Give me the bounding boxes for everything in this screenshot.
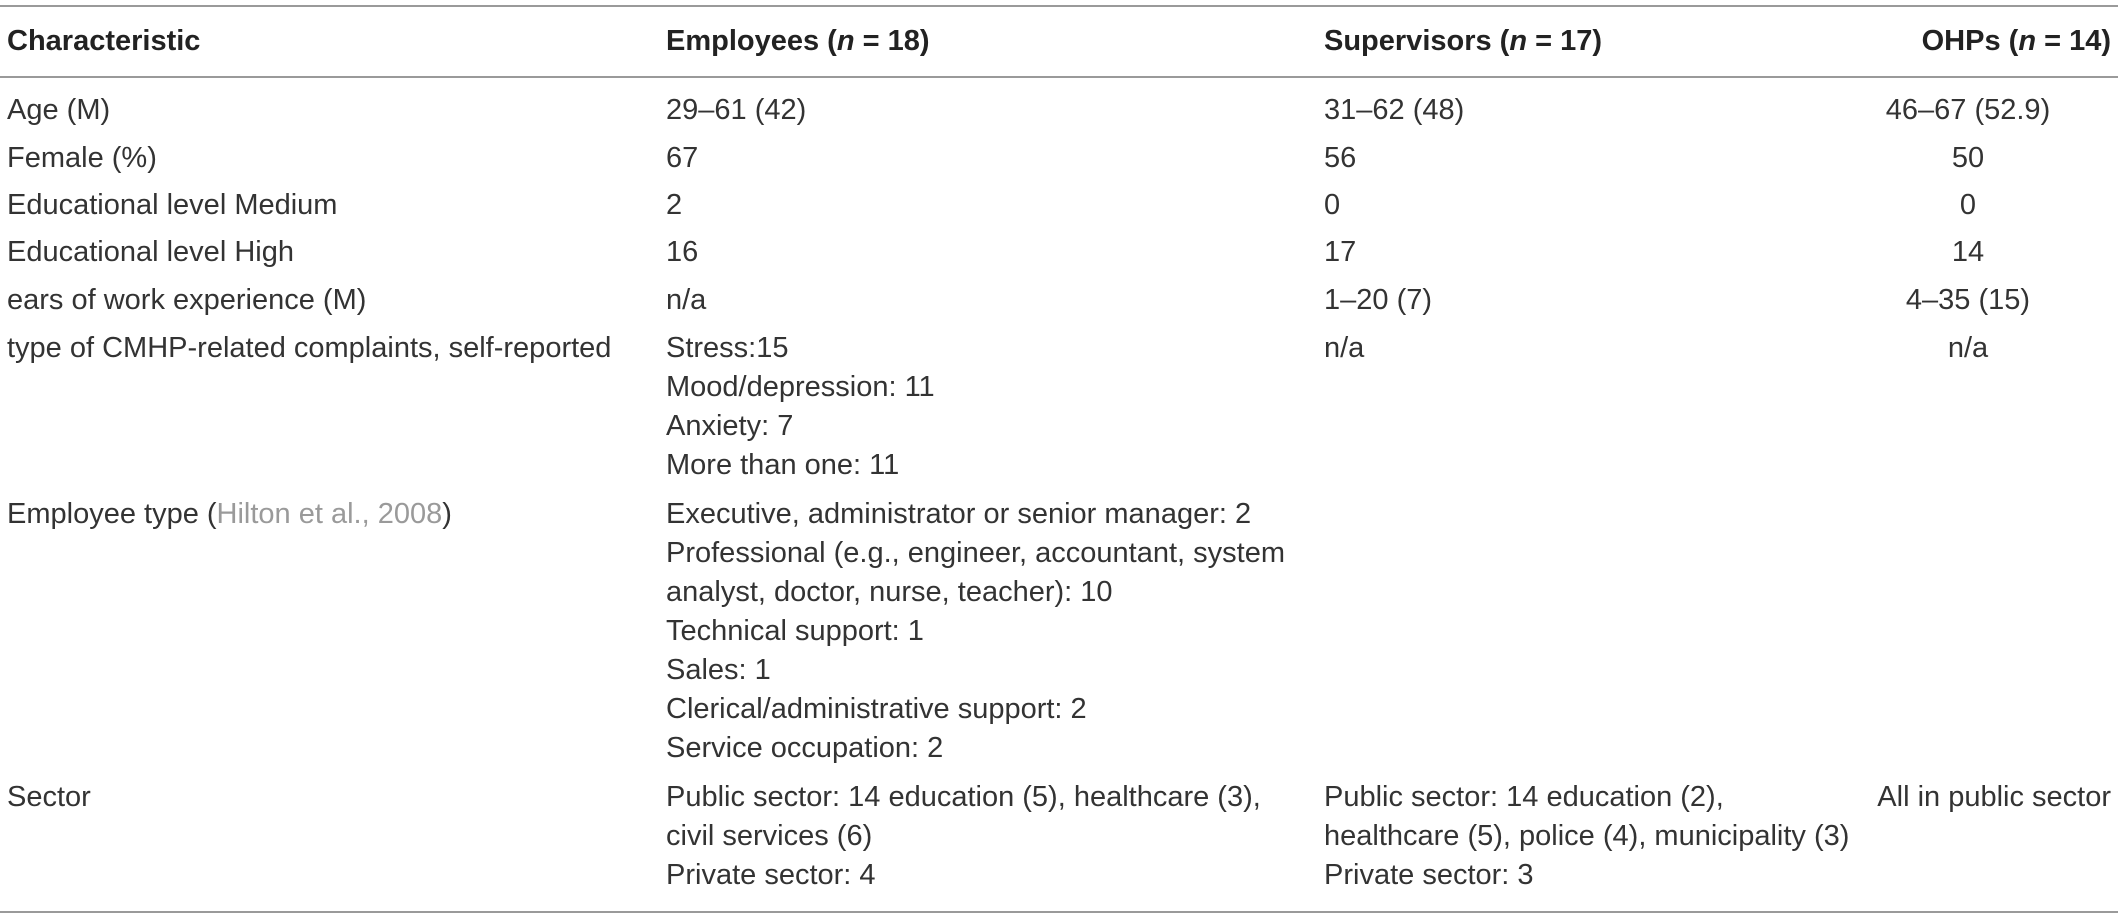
header-ohps: OHPs (n = 14) <box>1921 25 2111 57</box>
header-employees: Employees (n = 18) <box>666 25 930 57</box>
cell-female-ohps: 50 <box>1951 142 1985 174</box>
cell-edu-medium-supervisors: 0 <box>1324 189 1341 221</box>
list-item: Professional (e.g., engineer, accountant, system <box>666 537 1286 569</box>
cell-edu-high-employees: 16 <box>666 236 699 268</box>
cell-female-supervisors: 56 <box>1324 142 1357 174</box>
cell-age-employees: 29–61 (42) <box>666 94 807 126</box>
list-item: Private sector: 4 <box>666 859 876 891</box>
cell-sector-supervisors <box>1324 778 1849 895</box>
row-label-age: Age (M) <box>7 94 111 126</box>
list-item: Private sector: 3 <box>1324 859 1534 891</box>
row-label-sector: Sector <box>7 781 91 813</box>
cell-sector-employees <box>666 778 1261 895</box>
cell-edu-high-supervisors: 17 <box>1324 236 1357 268</box>
cell-complaints-employees <box>666 329 935 485</box>
list-item: Anxiety: 7 <box>666 410 794 442</box>
table-header-rule <box>0 76 2118 78</box>
list-item: Public sector: 14 education (5), healthcare (3), <box>666 781 1261 813</box>
row-label-experience: ears of work experience (M) <box>7 284 367 316</box>
cell-complaints-ohps: n/a <box>1947 332 1989 364</box>
table-top-rule <box>0 5 2118 7</box>
header-supervisors: Supervisors (n = 17) <box>1324 25 1603 57</box>
header-characteristic: Characteristic <box>7 25 201 57</box>
list-item: Sales: 1 <box>666 654 771 686</box>
cell-sector-ohps: All in public sector <box>1877 781 2111 813</box>
list-item: healthcare (5), police (4), municipality (3) <box>1324 820 1850 852</box>
cell-age-ohps: 46–67 (52.9) <box>1885 94 2051 126</box>
cell-experience-ohps: 4–35 (15) <box>1905 284 2031 316</box>
citation-link[interactable]: Hilton et al., 2008 <box>216 498 443 530</box>
cell-experience-employees: n/a <box>666 284 707 316</box>
list-item: More than one: 11 <box>666 449 900 481</box>
list-item: Technical support: 1 <box>666 615 924 647</box>
list-item: civil services (6) <box>666 820 873 852</box>
list-item: Mood/depression: 11 <box>666 371 935 403</box>
row-label-female: Female (%) <box>7 142 157 174</box>
cell-edu-medium-ohps: 0 <box>1959 189 1977 221</box>
cell-female-employees: 67 <box>666 142 699 174</box>
table-bottom-rule <box>0 911 2118 913</box>
cell-edu-high-ohps: 14 <box>1951 236 1985 268</box>
cell-experience-supervisors: 1–20 (7) <box>1324 284 1433 316</box>
cell-age-supervisors: 31–62 (48) <box>1324 94 1465 126</box>
list-item: Public sector: 14 education (2), <box>1324 781 1724 813</box>
list-item: Service occupation: 2 <box>666 732 944 764</box>
list-item: analyst, doctor, nurse, teacher): 10 <box>666 576 1113 608</box>
list-item: Clerical/administrative support: 2 <box>666 693 1087 725</box>
row-label-edu-high: Educational level High <box>7 236 294 268</box>
row-label-employee-type: Employee type (Hilton et al., 2008) <box>7 498 452 530</box>
list-item: Stress:15 <box>666 332 789 364</box>
cell-complaints-supervisors: n/a <box>1324 332 1365 364</box>
row-label-edu-medium: Educational level Medium <box>7 189 338 221</box>
cell-employee-type-employees <box>666 495 1285 768</box>
cell-edu-medium-employees: 2 <box>666 189 683 221</box>
row-label-complaints: type of CMHP-related complaints, self-reported <box>7 332 612 364</box>
list-item: Executive, administrator or senior manager: 2 <box>666 498 1252 530</box>
